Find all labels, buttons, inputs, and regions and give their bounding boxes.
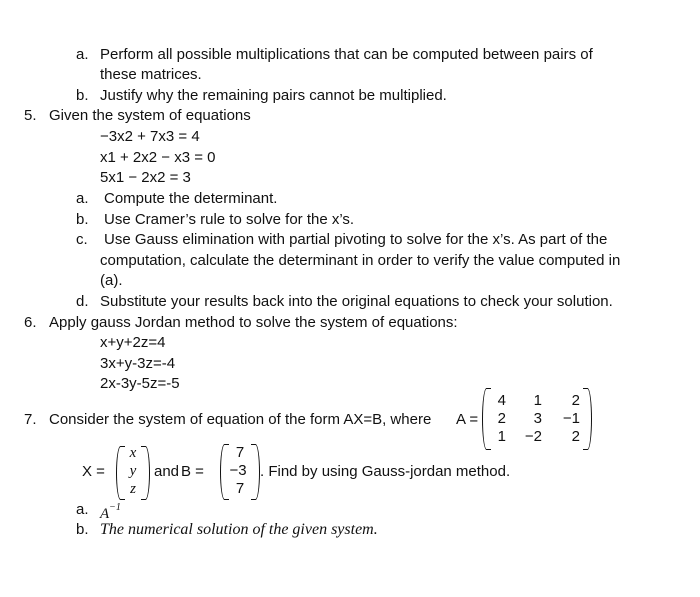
question-5c-line1: Use Gauss elimination with partial pivoting to solve for the x’s. As part of the [104, 231, 608, 248]
matrix-a-cell: 2 [571, 392, 580, 409]
question-5b-text: Use Cramer’s rule to solve for the x’s. [104, 211, 355, 228]
matrix-a-cell: −1 [562, 410, 580, 427]
matrix-a-cell: −2 [524, 428, 542, 445]
question-5d-marker: d. [76, 293, 89, 310]
question-5-text: Given the system of equations [49, 107, 251, 124]
question-5a-text: Compute the determinant. [104, 190, 278, 207]
question-5d-text: Substitute your results back into the original equations to check your solution. [100, 293, 613, 310]
vector-b-entry: 7 [235, 444, 245, 461]
vector-b-right-paren [251, 444, 260, 500]
question-5c-line2: computation, calculate the determinant in order to verify the value computed in [100, 252, 621, 269]
vector-x-entry: y [129, 463, 137, 479]
and-text: and [154, 463, 180, 480]
question-7b-marker: b. [76, 521, 89, 538]
matrix-a-cell: 3 [533, 410, 542, 427]
matrix-a-cell: 4 [497, 392, 506, 409]
question-5-number: 5. [24, 107, 37, 124]
question-7a-marker: a. [76, 501, 89, 518]
matrix-a-cell: 1 [533, 392, 542, 409]
vector-b-label: B = [181, 463, 204, 480]
prev-item-a-marker: a. [76, 46, 89, 63]
question-6-equation-2: 3x+y-3z=-4 [100, 355, 176, 372]
question-7a-symbol: A [100, 506, 110, 522]
vector-x-label: X = [82, 463, 105, 480]
question-6-number: 6. [24, 314, 37, 331]
question-7-text: Consider the system of equation of the form AX=B, where [49, 411, 432, 428]
question-7a-superscript: −1 [109, 502, 121, 513]
question-7b-text: The numerical solution of the given system. [100, 521, 378, 538]
vector-x-entry: z [130, 481, 136, 497]
vector-x-entry: x [129, 445, 137, 461]
matrix-a-right-paren [583, 388, 592, 450]
question-6-equation-1: x+y+2z=4 [100, 334, 166, 351]
matrix-a [482, 388, 592, 450]
vector-b-entry: −3 [229, 462, 247, 479]
matrix-a-label: A = [456, 411, 479, 428]
question-5c-marker: c. [76, 231, 88, 248]
vector-b [220, 444, 260, 500]
vector-x [116, 446, 150, 500]
question-5a-marker: a. [76, 190, 89, 207]
question-6-equation-3: 2x-3y-5z=-5 [100, 375, 180, 392]
question-5-equation-2: x1 + 2x2 − x3 = 0 [100, 149, 216, 166]
prev-item-a-line2: these matrices. [100, 66, 202, 83]
question-5b-marker: b. [76, 211, 89, 228]
matrix-a-cell: 1 [497, 428, 506, 445]
prev-item-b-text: Justify why the remaining pairs cannot be multiplied. [100, 87, 447, 104]
matrix-a-cell: 2 [571, 428, 580, 445]
question-5-equation-3: 5x1 − 2x2 = 3 [100, 169, 191, 186]
question-6-text: Apply gauss Jordan method to solve the system of equations: [49, 314, 458, 331]
prev-item-a-line1: Perform all possible multiplications that can be computed between pairs of [100, 46, 593, 63]
question-5-equation-1: −3x2 + 7x3 = 4 [100, 128, 200, 145]
question-7-after-text: . Find by using Gauss-jordan method. [260, 463, 511, 480]
question-5c-line3: (a). [100, 272, 123, 289]
vector-b-entry: 7 [235, 480, 245, 497]
question-7-number: 7. [24, 411, 37, 428]
matrix-a-cell: 2 [497, 410, 506, 427]
prev-item-b-marker: b. [76, 87, 89, 104]
